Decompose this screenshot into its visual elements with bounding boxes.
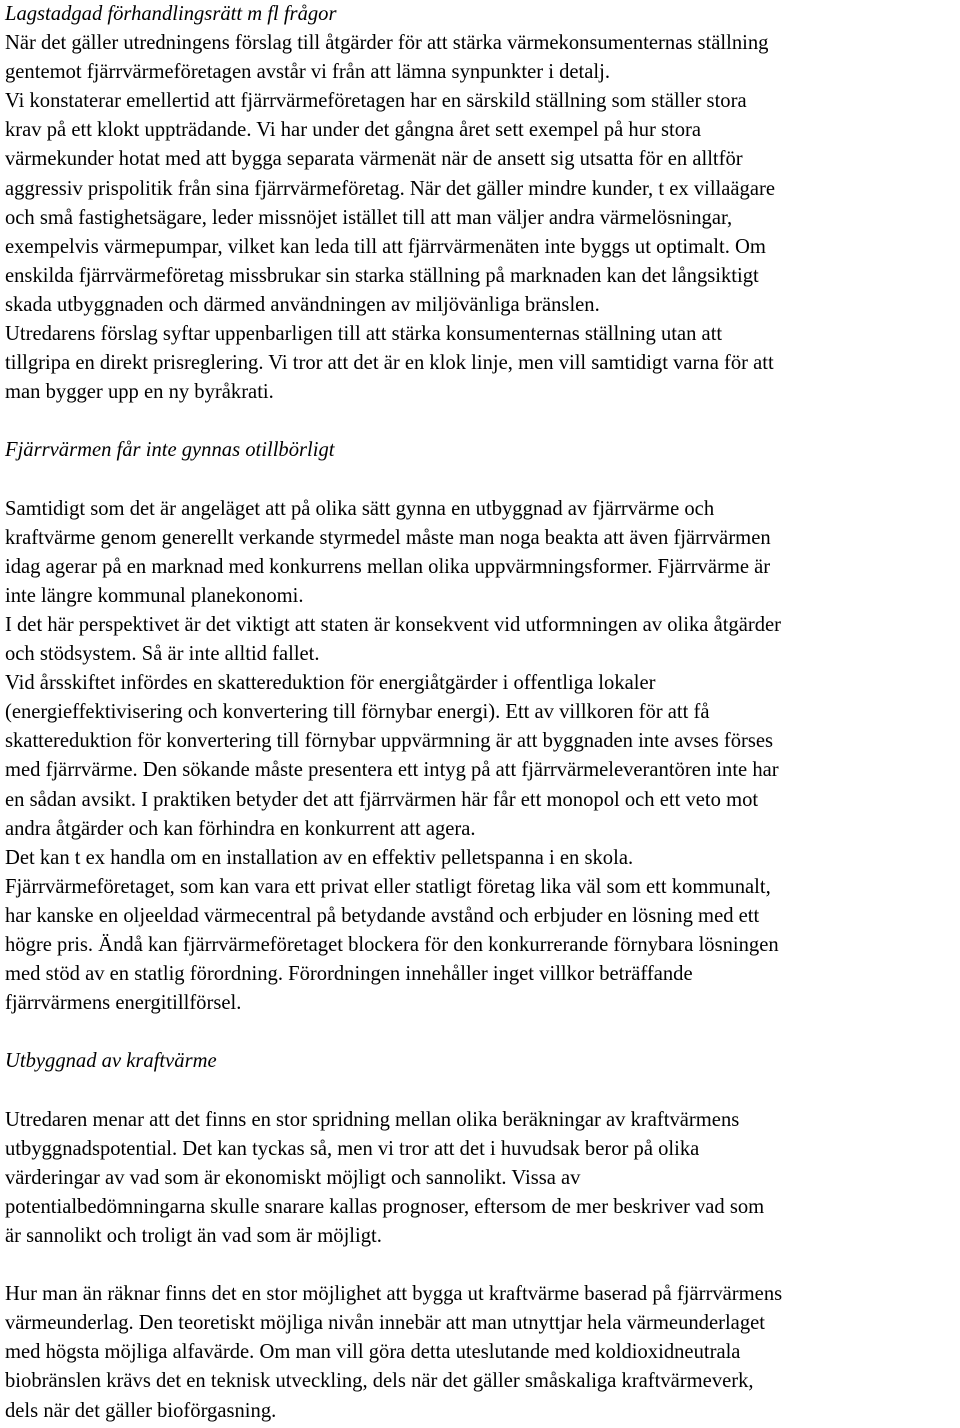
text-line: med stöd av en statlig förordning. Förordningen innehåller inget villkor beträffande	[5, 963, 693, 986]
section-heading: Fjärrvärmen får inte gynnas otillbörligt	[5, 439, 335, 462]
section-heading: Lagstadgad förhandlingsrätt m fl frågor	[5, 3, 337, 25]
text-line: exempelvis värmepumpar, vilket kan leda till att fjärrvärmenäten inte byggs ut optimalt. Om	[5, 235, 766, 258]
paragraph-spacer	[5, 407, 958, 436]
text-line: Det kan t ex handla om en installation av en effektiv pelletspanna i en skola.	[5, 846, 634, 869]
text-line: är sannolikt och troligt än vad som är möjligt.	[5, 1224, 382, 1247]
text-line: skattereduktion för konvertering till förnybar uppvärmning är att byggnaden inte avses förses	[5, 730, 774, 753]
text-line: andra åtgärder och kan förhindra en konkurrent att agera.	[5, 817, 476, 840]
paragraph-spacer	[5, 1251, 958, 1280]
text-line: idag agerar på en marknad med konkurrens mellan olika uppvärmningsformer. Fjärrvärme är	[5, 555, 771, 578]
paragraph-spacer	[5, 466, 958, 495]
section-heading: Utbyggnad av kraftvärme	[5, 1050, 217, 1073]
text-line: Fjärrvärmeföretaget, som kan vara ett privat eller statligt företag lika väl som ett kommunalt,	[5, 875, 771, 898]
text-line: en sådan avsikt. I praktiken betyder det att fjärrvärmen här får ett monopol och ett veto mot	[5, 788, 759, 811]
text-line: med högsta möjliga alfavärde. Om man vill göra detta uteslutande med koldioxidneutrala	[5, 1341, 741, 1364]
text-line: och stödsystem. Så är inte alltid fallet.	[5, 643, 320, 666]
text-line: tillgripa en direkt prisreglering. Vi tror att det är en klok linje, men vill samtidigt varna för att	[5, 352, 774, 375]
text-line: värmekunder hotat med att bygga separata värmenät när de ansett sig utsatta för en alltför	[5, 148, 743, 171]
text-line: Samtidigt som det är angeläget att på olika sätt gynna en utbyggnad av fjärrvärme och	[5, 497, 715, 520]
text-line: Vi konstaterar emellertid att fjärrvärmeföretagen har en särskild ställning som ställer stora	[5, 90, 747, 113]
text-line: Utredarens förslag syftar uppenbarligen till att stärka konsumenternas ställning utan att	[5, 323, 723, 346]
text-line: Vid årsskiftet infördes en skattereduktion för energiåtgärder i offentliga lokaler	[5, 672, 656, 695]
paragraph-spacer	[5, 1076, 958, 1105]
text-line: har kanske en oljeeldad värmecentral på betydande avstånd och erbjuder en lösning med ett	[5, 904, 760, 927]
text-line: krav på ett klokt uppträdande. Vi har under det gångna året sett exempel på hur stora	[5, 119, 702, 142]
text-line: dels när det gäller bioförgasning.	[5, 1399, 277, 1422]
text-line: man bygger upp en ny byråkrati.	[5, 381, 274, 404]
text-line: värderingar av vad som är ekonomiskt möjligt och sannolikt. Vissa av	[5, 1166, 581, 1189]
document-page	[5, 0, 958, 1426]
text-line: När det gäller utredningens förslag till åtgärder för att stärka värmekonsumenternas ställning	[5, 32, 769, 55]
text-line: högre pris. Ändå kan fjärrvärmeföretaget blockera för den konkurrerande förnybara lösningen	[5, 934, 779, 956]
text-line: Utredaren menar att det finns en stor spridning mellan olika beräkningar av kraftvärmens	[5, 1108, 740, 1131]
text-line: inte längre kommunal planekonomi.	[5, 584, 304, 607]
text-line: med fjärrvärme. Den sökande måste presentera ett intyg på att fjärrvärmeleverantören inte har	[5, 759, 779, 782]
text-line: I det här perspektivet är det viktigt att staten är konsekvent vid utformningen av olika åtgärder	[5, 613, 782, 636]
text-line: Hur man än räknar finns det en stor möjlighet att bygga ut kraftvärme baserad på fjärrvärmens	[5, 1283, 783, 1306]
text-line: aggressiv prispolitik från sina fjärrvärmeföretag. När det gäller mindre kunder, t ex villaägare	[5, 177, 775, 200]
text-line: gentemot fjärrvärmeföretagen avstår vi från att lämna synpunkter i detalj.	[5, 61, 610, 84]
text-line: fjärrvärmens energitillförsel.	[5, 992, 242, 1015]
text-line: (energieffektivisering och konvertering till förnybar energi). Ett av villkoren för att få	[5, 701, 710, 724]
text-line: biobränslen krävs det en teknisk utveckling, dels när det gäller småskaliga kraftvärmeverk,	[5, 1370, 754, 1393]
text-line: skada utbyggnaden och därmed användningen av miljövänliga bränslen.	[5, 293, 600, 316]
paragraph-spacer	[5, 1018, 958, 1047]
text-line: utbyggnadspotential. Det kan tyckas så, men vi tror att det i huvudsak beror på olika	[5, 1137, 700, 1160]
text-line: potentialbedömningarna skulle snarare kallas prognoser, eftersom de mer beskriver vad som	[5, 1195, 765, 1218]
section-body	[5, 29, 958, 407]
text-line: värmeunderlag. Den teoretiskt möjliga nivån innebär att man utnyttjar hela värmeunderlaget	[5, 1312, 765, 1335]
section-body	[5, 495, 958, 1019]
text-line: och små fastighetsägare, leder missnöjet istället till att man väljer andra värmelösningar,	[5, 206, 733, 229]
section-body	[5, 1106, 958, 1426]
text-line: kraftvärme genom generellt verkande styrmedel måste man noga beakta att även fjärrvärmen	[5, 526, 771, 549]
text-line: enskilda fjärrvärmeföretag missbrukar sin starka ställning på marknaden kan det långsiktigt	[5, 264, 759, 287]
